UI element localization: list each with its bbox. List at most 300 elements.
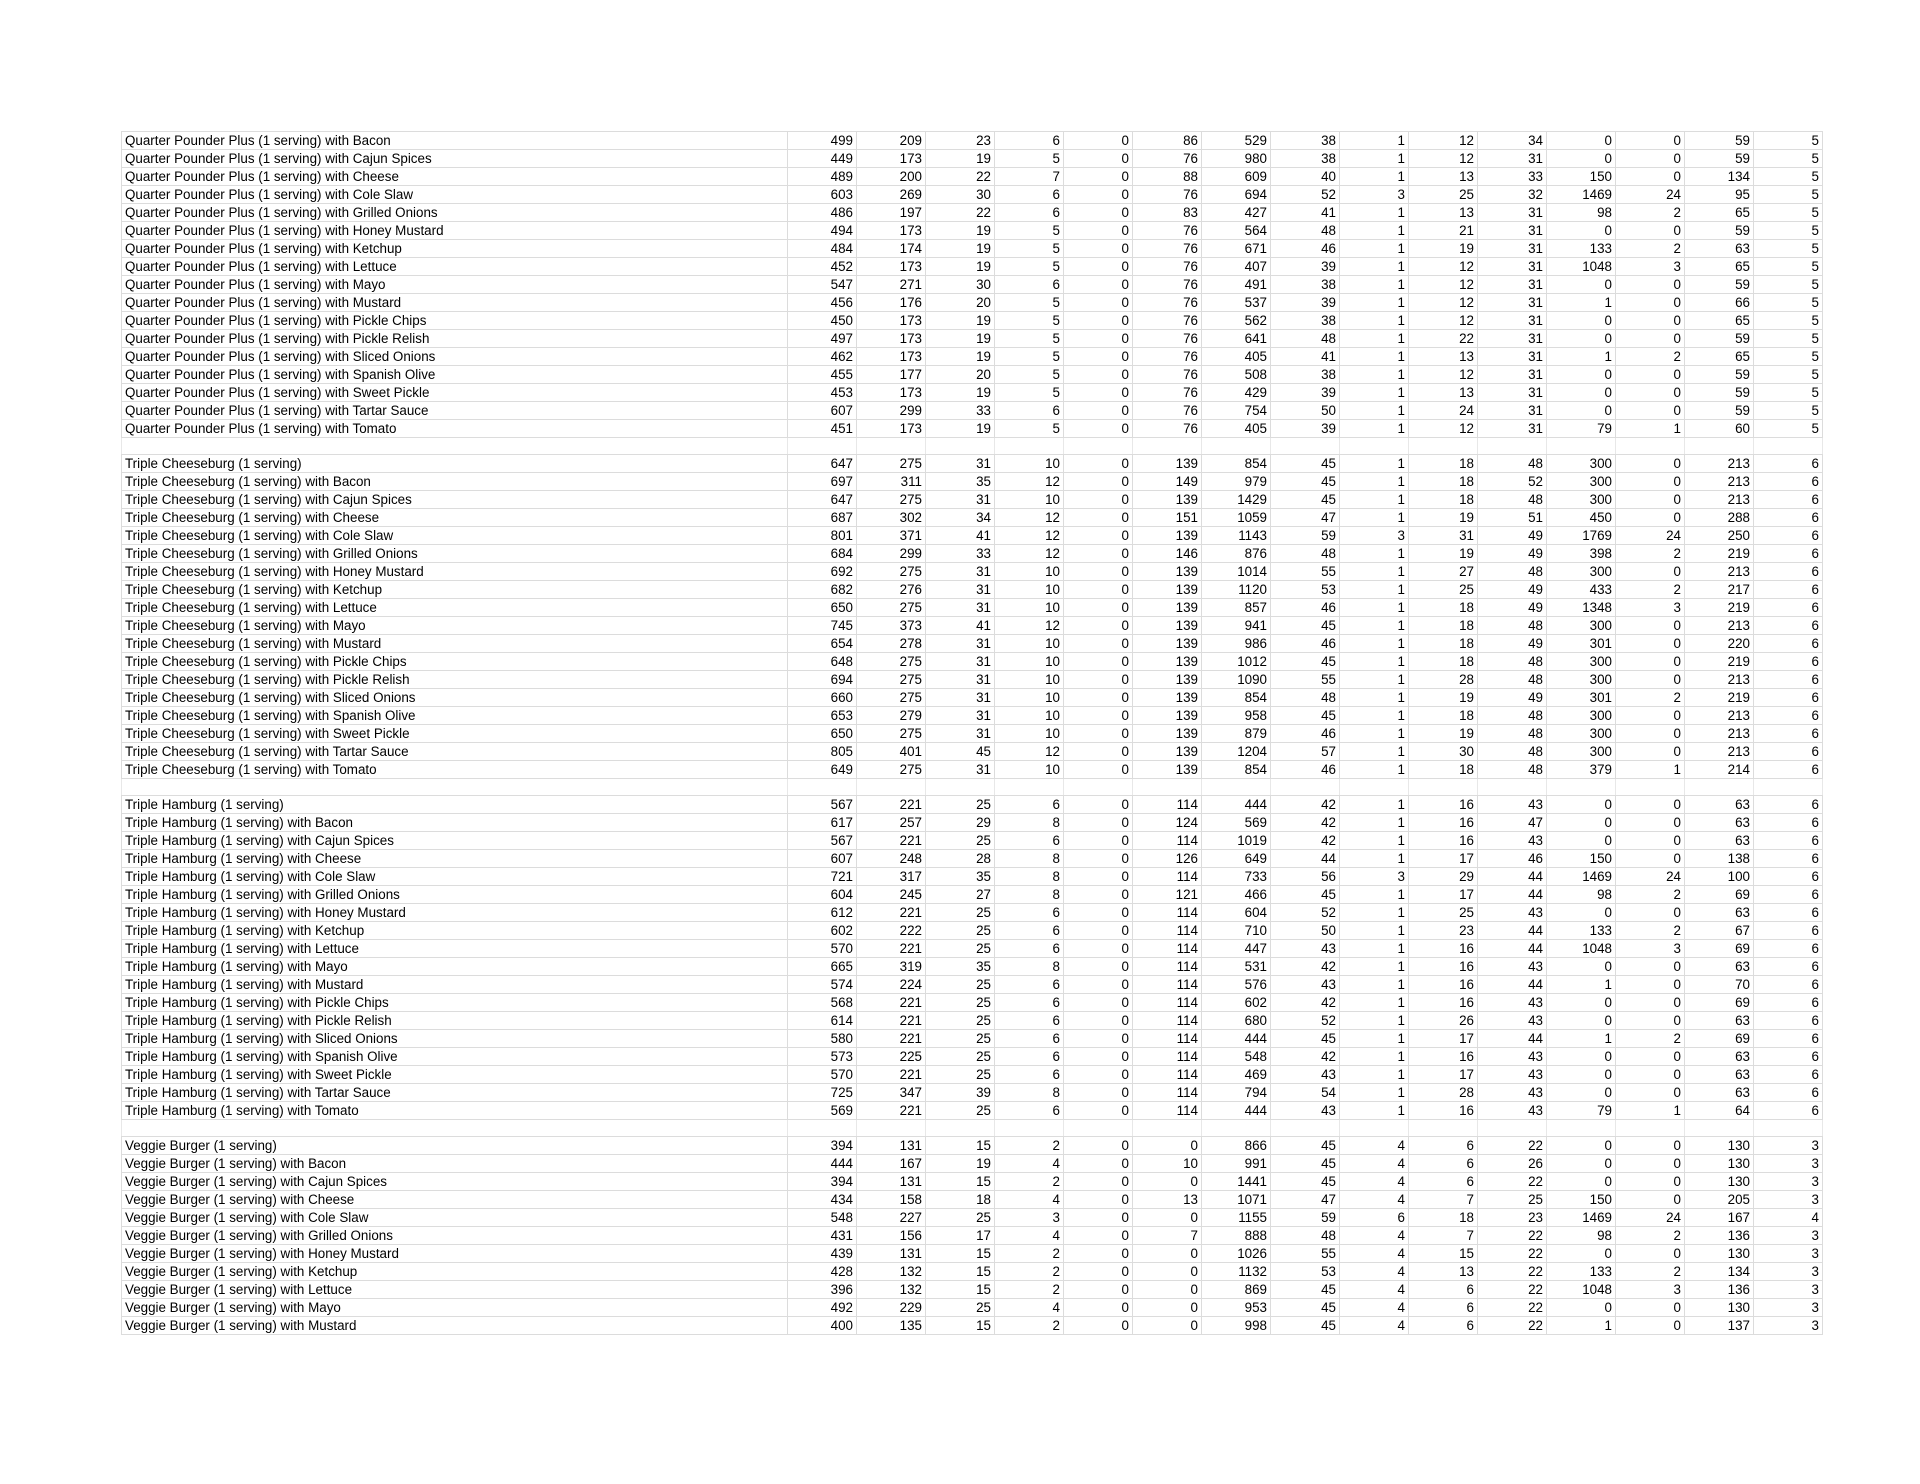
item-name-cell: Quarter Pounder Plus (1 serving) with Cheese	[122, 168, 788, 186]
value-cell: 245	[857, 886, 926, 904]
value-cell: 30	[926, 276, 995, 294]
item-name-cell: Veggie Burger (1 serving) with Bacon	[122, 1155, 788, 1173]
value-cell: 38	[1271, 150, 1340, 168]
value-cell: 3	[1340, 186, 1409, 204]
value-cell: 271	[857, 276, 926, 294]
value-cell: 31	[1478, 204, 1547, 222]
value-cell: 24	[1616, 527, 1685, 545]
value-cell: 278	[857, 635, 926, 653]
value-cell: 48	[1271, 330, 1340, 348]
value-cell: 15	[1409, 1245, 1478, 1263]
value-cell: 733	[1202, 868, 1271, 886]
value-cell: 39	[1271, 384, 1340, 402]
value-cell: 136	[1685, 1281, 1754, 1299]
value-cell: 0	[1064, 366, 1133, 384]
blank-row	[122, 438, 1823, 455]
value-cell: 1	[1340, 1012, 1409, 1030]
value-cell: 22	[1478, 1173, 1547, 1191]
value-cell: 805	[788, 743, 857, 761]
value-cell: 980	[1202, 150, 1271, 168]
value-cell: 19	[1409, 689, 1478, 707]
value-cell: 660	[788, 689, 857, 707]
value-cell: 570	[788, 1066, 857, 1084]
value-cell: 146	[1133, 545, 1202, 563]
value-cell: 0	[1616, 617, 1685, 635]
value-cell: 31	[1478, 312, 1547, 330]
item-name-cell: Quarter Pounder Plus (1 serving) with Mayo	[122, 276, 788, 294]
value-cell: 43	[1271, 940, 1340, 958]
value-cell: 7	[1409, 1227, 1478, 1245]
item-name-cell: Triple Hamburg (1 serving) with Pickle Relish	[122, 1012, 788, 1030]
value-cell: 12	[1409, 294, 1478, 312]
value-cell	[1409, 1120, 1478, 1137]
value-cell: 4	[1340, 1299, 1409, 1317]
value-cell: 39	[926, 1084, 995, 1102]
value-cell: 462	[788, 348, 857, 366]
value-cell: 6	[1754, 796, 1823, 814]
item-name-cell	[122, 438, 788, 455]
table-row	[122, 832, 1823, 850]
value-cell: 3	[1754, 1263, 1823, 1281]
value-cell: 4	[995, 1227, 1064, 1245]
value-cell: 1	[1340, 886, 1409, 904]
value-cell: 221	[857, 1030, 926, 1048]
value-cell: 0	[1616, 850, 1685, 868]
value-cell: 44	[1478, 922, 1547, 940]
value-cell: 1014	[1202, 563, 1271, 581]
value-cell	[1271, 1120, 1340, 1137]
table-row	[122, 545, 1823, 563]
value-cell: 0	[1064, 796, 1133, 814]
value-cell: 1	[1340, 563, 1409, 581]
table-row	[122, 1299, 1823, 1317]
value-cell: 607	[788, 850, 857, 868]
value-cell: 16	[1409, 958, 1478, 976]
value-cell	[1616, 1120, 1685, 1137]
value-cell: 130	[1685, 1299, 1754, 1317]
item-name-cell: Triple Cheeseburg (1 serving) with Grilled Onions	[122, 545, 788, 563]
item-name-cell: Veggie Burger (1 serving) with Lettuce	[122, 1281, 788, 1299]
value-cell: 529	[1202, 132, 1271, 150]
value-cell: 63	[1685, 904, 1754, 922]
value-cell: 17	[1409, 1030, 1478, 1048]
value-cell: 18	[926, 1191, 995, 1209]
value-cell: 6	[1754, 491, 1823, 509]
value-cell: 0	[1064, 204, 1133, 222]
value-cell: 687	[788, 509, 857, 527]
value-cell: 6	[1754, 455, 1823, 473]
value-cell: 59	[1685, 150, 1754, 168]
value-cell: 0	[1616, 653, 1685, 671]
value-cell	[1478, 779, 1547, 796]
table-row	[122, 653, 1823, 671]
value-cell: 173	[857, 420, 926, 438]
value-cell: 27	[926, 886, 995, 904]
value-cell: 694	[788, 671, 857, 689]
value-cell: 0	[1616, 1084, 1685, 1102]
value-cell: 569	[1202, 814, 1271, 832]
value-cell: 1	[1340, 294, 1409, 312]
value-cell: 0	[1064, 509, 1133, 527]
value-cell: 31	[926, 581, 995, 599]
table-row	[122, 384, 1823, 402]
value-cell: 45	[1271, 1281, 1340, 1299]
value-cell: 5	[1754, 150, 1823, 168]
value-cell: 469	[1202, 1066, 1271, 1084]
value-cell: 12	[1409, 150, 1478, 168]
value-cell: 16	[1409, 940, 1478, 958]
value-cell: 18	[1409, 761, 1478, 779]
value-cell: 12	[1409, 420, 1478, 438]
value-cell: 43	[1271, 1066, 1340, 1084]
value-cell: 10	[995, 635, 1064, 653]
value-cell: 31	[926, 491, 995, 509]
value-cell: 0	[1064, 599, 1133, 617]
value-cell: 23	[926, 132, 995, 150]
table-row	[122, 904, 1823, 922]
value-cell: 10	[995, 725, 1064, 743]
value-cell: 31	[1478, 240, 1547, 258]
value-cell: 0	[1547, 1299, 1616, 1317]
value-cell: 3	[1754, 1245, 1823, 1263]
item-name-cell: Triple Cheeseburg (1 serving) with Bacon	[122, 473, 788, 491]
value-cell: 64	[1685, 1102, 1754, 1120]
value-cell: 33	[926, 402, 995, 420]
value-cell: 4	[1340, 1155, 1409, 1173]
value-cell: 6	[1754, 689, 1823, 707]
table-row	[122, 204, 1823, 222]
value-cell: 1	[1340, 545, 1409, 563]
value-cell: 0	[1064, 725, 1133, 743]
value-cell: 130	[1685, 1245, 1754, 1263]
value-cell: 1	[1340, 994, 1409, 1012]
value-cell: 6	[1754, 635, 1823, 653]
value-cell: 38	[1271, 366, 1340, 384]
value-cell: 4	[995, 1191, 1064, 1209]
value-cell: 50	[1271, 402, 1340, 420]
value-cell: 45	[1271, 473, 1340, 491]
value-cell: 6	[1409, 1317, 1478, 1335]
value-cell: 1	[1340, 958, 1409, 976]
value-cell: 0	[1616, 330, 1685, 348]
value-cell: 2	[995, 1281, 1064, 1299]
value-cell: 450	[1547, 509, 1616, 527]
value-cell: 13	[1409, 1263, 1478, 1281]
value-cell: 6	[995, 132, 1064, 150]
value-cell: 45	[1271, 707, 1340, 725]
value-cell	[1271, 438, 1340, 455]
table-row	[122, 366, 1823, 384]
value-cell: 1	[1547, 976, 1616, 994]
value-cell	[1754, 438, 1823, 455]
value-cell: 684	[788, 545, 857, 563]
value-cell: 1469	[1547, 186, 1616, 204]
value-cell: 45	[1271, 886, 1340, 904]
value-cell: 76	[1133, 330, 1202, 348]
table-row	[122, 796, 1823, 814]
value-cell: 257	[857, 814, 926, 832]
value-cell: 275	[857, 491, 926, 509]
value-cell: 131	[857, 1245, 926, 1263]
value-cell: 27	[1409, 563, 1478, 581]
blank-row	[122, 779, 1823, 796]
item-name-cell: Triple Hamburg (1 serving) with Spanish Olive	[122, 1048, 788, 1066]
value-cell: 132	[857, 1263, 926, 1281]
value-cell: 48	[1478, 725, 1547, 743]
value-cell: 0	[1616, 294, 1685, 312]
value-cell: 0	[1616, 276, 1685, 294]
value-cell	[1271, 779, 1340, 796]
value-cell: 41	[1271, 348, 1340, 366]
value-cell: 5	[995, 312, 1064, 330]
value-cell: 5	[995, 294, 1064, 312]
table-row	[122, 1209, 1823, 1227]
value-cell: 63	[1685, 1012, 1754, 1030]
value-cell: 23	[1478, 1209, 1547, 1227]
value-cell: 0	[1547, 994, 1616, 1012]
value-cell: 0	[1064, 671, 1133, 689]
value-cell: 405	[1202, 420, 1271, 438]
value-cell: 8	[995, 1084, 1064, 1102]
value-cell: 46	[1271, 240, 1340, 258]
value-cell: 25	[1409, 904, 1478, 922]
value-cell: 0	[1547, 312, 1616, 330]
item-name-cell: Triple Hamburg (1 serving) with Cole Slaw	[122, 868, 788, 886]
value-cell: 1	[1340, 599, 1409, 617]
value-cell: 13	[1409, 204, 1478, 222]
value-cell: 31	[1478, 384, 1547, 402]
value-cell: 173	[857, 348, 926, 366]
value-cell: 6	[1754, 832, 1823, 850]
value-cell: 49	[1478, 635, 1547, 653]
value-cell: 5	[995, 420, 1064, 438]
value-cell: 300	[1547, 725, 1616, 743]
value-cell: 42	[1271, 1048, 1340, 1066]
value-cell: 15	[926, 1281, 995, 1299]
value-cell: 0	[1064, 1317, 1133, 1335]
value-cell: 0	[1616, 563, 1685, 581]
value-cell: 30	[926, 186, 995, 204]
item-name-cell: Quarter Pounder Plus (1 serving) with Ketchup	[122, 240, 788, 258]
table-body	[122, 132, 1823, 1335]
value-cell: 1	[1340, 150, 1409, 168]
value-cell: 0	[1064, 150, 1133, 168]
value-cell: 173	[857, 384, 926, 402]
value-cell: 0	[1064, 527, 1133, 545]
value-cell: 15	[926, 1245, 995, 1263]
value-cell: 0	[1616, 473, 1685, 491]
value-cell: 1048	[1547, 258, 1616, 276]
value-cell: 10	[995, 455, 1064, 473]
value-cell: 7	[1409, 1191, 1478, 1209]
item-name-cell: Triple Cheeseburg (1 serving) with Honey Mustard	[122, 563, 788, 581]
value-cell: 149	[1133, 473, 1202, 491]
value-cell: 114	[1133, 1012, 1202, 1030]
value-cell: 3	[1754, 1155, 1823, 1173]
table-row	[122, 743, 1823, 761]
value-cell: 100	[1685, 868, 1754, 886]
value-cell: 1071	[1202, 1191, 1271, 1209]
value-cell: 213	[1685, 473, 1754, 491]
value-cell: 0	[1064, 1191, 1133, 1209]
value-cell: 126	[1133, 850, 1202, 868]
value-cell: 59	[1271, 1209, 1340, 1227]
value-cell: 0	[1064, 186, 1133, 204]
value-cell: 59	[1685, 402, 1754, 420]
value-cell: 573	[788, 1048, 857, 1066]
value-cell: 0	[1064, 168, 1133, 186]
value-cell: 139	[1133, 617, 1202, 635]
value-cell: 124	[1133, 814, 1202, 832]
value-cell: 1	[1340, 455, 1409, 473]
value-cell: 43	[1478, 1012, 1547, 1030]
value-cell: 888	[1202, 1227, 1271, 1245]
value-cell: 63	[1685, 814, 1754, 832]
value-cell: 269	[857, 186, 926, 204]
item-name-cell: Triple Cheeseburg (1 serving) with Cajun Spices	[122, 491, 788, 509]
value-cell	[788, 1120, 857, 1137]
value-cell: 0	[1547, 796, 1616, 814]
value-cell: 139	[1133, 527, 1202, 545]
table-row	[122, 186, 1823, 204]
value-cell: 5	[1754, 132, 1823, 150]
value-cell: 854	[1202, 761, 1271, 779]
data-table	[121, 131, 1823, 1335]
value-cell: 45	[1271, 491, 1340, 509]
value-cell: 18	[1409, 635, 1478, 653]
value-cell: 1026	[1202, 1245, 1271, 1263]
item-name-cell: Triple Cheeseburg (1 serving) with Mustard	[122, 635, 788, 653]
value-cell	[1547, 1120, 1616, 1137]
value-cell: 114	[1133, 922, 1202, 940]
value-cell: 0	[1064, 976, 1133, 994]
value-cell: 1	[1340, 330, 1409, 348]
value-cell: 649	[1202, 850, 1271, 868]
value-cell: 31	[1478, 258, 1547, 276]
value-cell: 55	[1271, 563, 1340, 581]
value-cell: 76	[1133, 276, 1202, 294]
value-cell: 0	[1064, 1030, 1133, 1048]
value-cell: 1090	[1202, 671, 1271, 689]
value-cell: 59	[1685, 222, 1754, 240]
value-cell: 1048	[1547, 940, 1616, 958]
value-cell: 66	[1685, 294, 1754, 312]
value-cell: 429	[1202, 384, 1271, 402]
value-cell: 0	[1547, 1066, 1616, 1084]
value-cell: 38	[1271, 276, 1340, 294]
value-cell: 574	[788, 976, 857, 994]
value-cell: 221	[857, 1102, 926, 1120]
value-cell: 854	[1202, 689, 1271, 707]
value-cell: 0	[1547, 150, 1616, 168]
value-cell: 114	[1133, 958, 1202, 976]
value-cell: 1	[1340, 671, 1409, 689]
value-cell: 1	[1340, 509, 1409, 527]
value-cell: 150	[1547, 850, 1616, 868]
item-name-cell: Quarter Pounder Plus (1 serving) with Pickle Relish	[122, 330, 788, 348]
value-cell: 0	[1547, 330, 1616, 348]
item-name-cell: Triple Hamburg (1 serving) with Bacon	[122, 814, 788, 832]
value-cell: 25	[926, 832, 995, 850]
value-cell: 42	[1271, 958, 1340, 976]
item-name-cell: Quarter Pounder Plus (1 serving) with Tomato	[122, 420, 788, 438]
value-cell: 373	[857, 617, 926, 635]
item-name-cell: Triple Cheeseburg (1 serving) with Sliced Onions	[122, 689, 788, 707]
value-cell: 301	[1547, 689, 1616, 707]
value-cell: 0	[1064, 689, 1133, 707]
value-cell: 19	[1409, 545, 1478, 563]
value-cell: 1	[1340, 976, 1409, 994]
item-name-cell: Triple Cheeseburg (1 serving) with Ketchup	[122, 581, 788, 599]
value-cell: 19	[926, 150, 995, 168]
value-cell: 1	[1616, 420, 1685, 438]
value-cell: 0	[1616, 743, 1685, 761]
value-cell: 0	[1064, 958, 1133, 976]
value-cell: 167	[857, 1155, 926, 1173]
item-name-cell: Triple Hamburg (1 serving) with Cajun Spices	[122, 832, 788, 850]
item-name-cell: Triple Hamburg (1 serving) with Ketchup	[122, 922, 788, 940]
value-cell: 0	[1064, 1012, 1133, 1030]
value-cell: 0	[1064, 868, 1133, 886]
value-cell: 0	[1064, 455, 1133, 473]
table-row	[122, 276, 1823, 294]
value-cell: 0	[1133, 1317, 1202, 1335]
value-cell: 131	[857, 1173, 926, 1191]
value-cell: 4	[995, 1155, 1064, 1173]
value-cell: 5	[995, 150, 1064, 168]
value-cell: 63	[1685, 1048, 1754, 1066]
value-cell: 6	[1754, 509, 1823, 527]
value-cell: 0	[1616, 150, 1685, 168]
value-cell: 52	[1271, 186, 1340, 204]
value-cell: 3	[995, 1209, 1064, 1227]
value-cell: 1	[1340, 653, 1409, 671]
value-cell: 0	[1616, 1191, 1685, 1209]
value-cell: 3	[1754, 1227, 1823, 1245]
value-cell: 220	[1685, 635, 1754, 653]
value-cell: 98	[1547, 1227, 1616, 1245]
value-cell: 4	[1340, 1227, 1409, 1245]
value-cell: 6	[1754, 617, 1823, 635]
value-cell: 6	[1754, 563, 1823, 581]
value-cell: 537	[1202, 294, 1271, 312]
value-cell: 497	[788, 330, 857, 348]
value-cell: 219	[1685, 599, 1754, 617]
value-cell: 24	[1409, 402, 1478, 420]
value-cell: 114	[1133, 994, 1202, 1012]
value-cell: 0	[1064, 258, 1133, 276]
value-cell: 5	[1754, 330, 1823, 348]
value-cell: 48	[1478, 491, 1547, 509]
value-cell: 0	[1616, 904, 1685, 922]
value-cell: 0	[1064, 384, 1133, 402]
value-cell: 754	[1202, 402, 1271, 420]
value-cell: 65	[1685, 204, 1754, 222]
value-cell: 19	[926, 1155, 995, 1173]
item-name-cell: Triple Hamburg (1 serving) with Lettuce	[122, 940, 788, 958]
value-cell: 59	[1685, 366, 1754, 384]
value-cell: 134	[1685, 1263, 1754, 1281]
value-cell: 5	[1754, 420, 1823, 438]
value-cell: 0	[1616, 832, 1685, 850]
item-name-cell: Triple Hamburg (1 serving) with Grilled Onions	[122, 886, 788, 904]
value-cell: 0	[1064, 1084, 1133, 1102]
value-cell: 1	[1340, 689, 1409, 707]
table-row	[122, 563, 1823, 581]
value-cell: 1	[1340, 940, 1409, 958]
value-cell: 1	[1340, 743, 1409, 761]
value-cell: 494	[788, 222, 857, 240]
